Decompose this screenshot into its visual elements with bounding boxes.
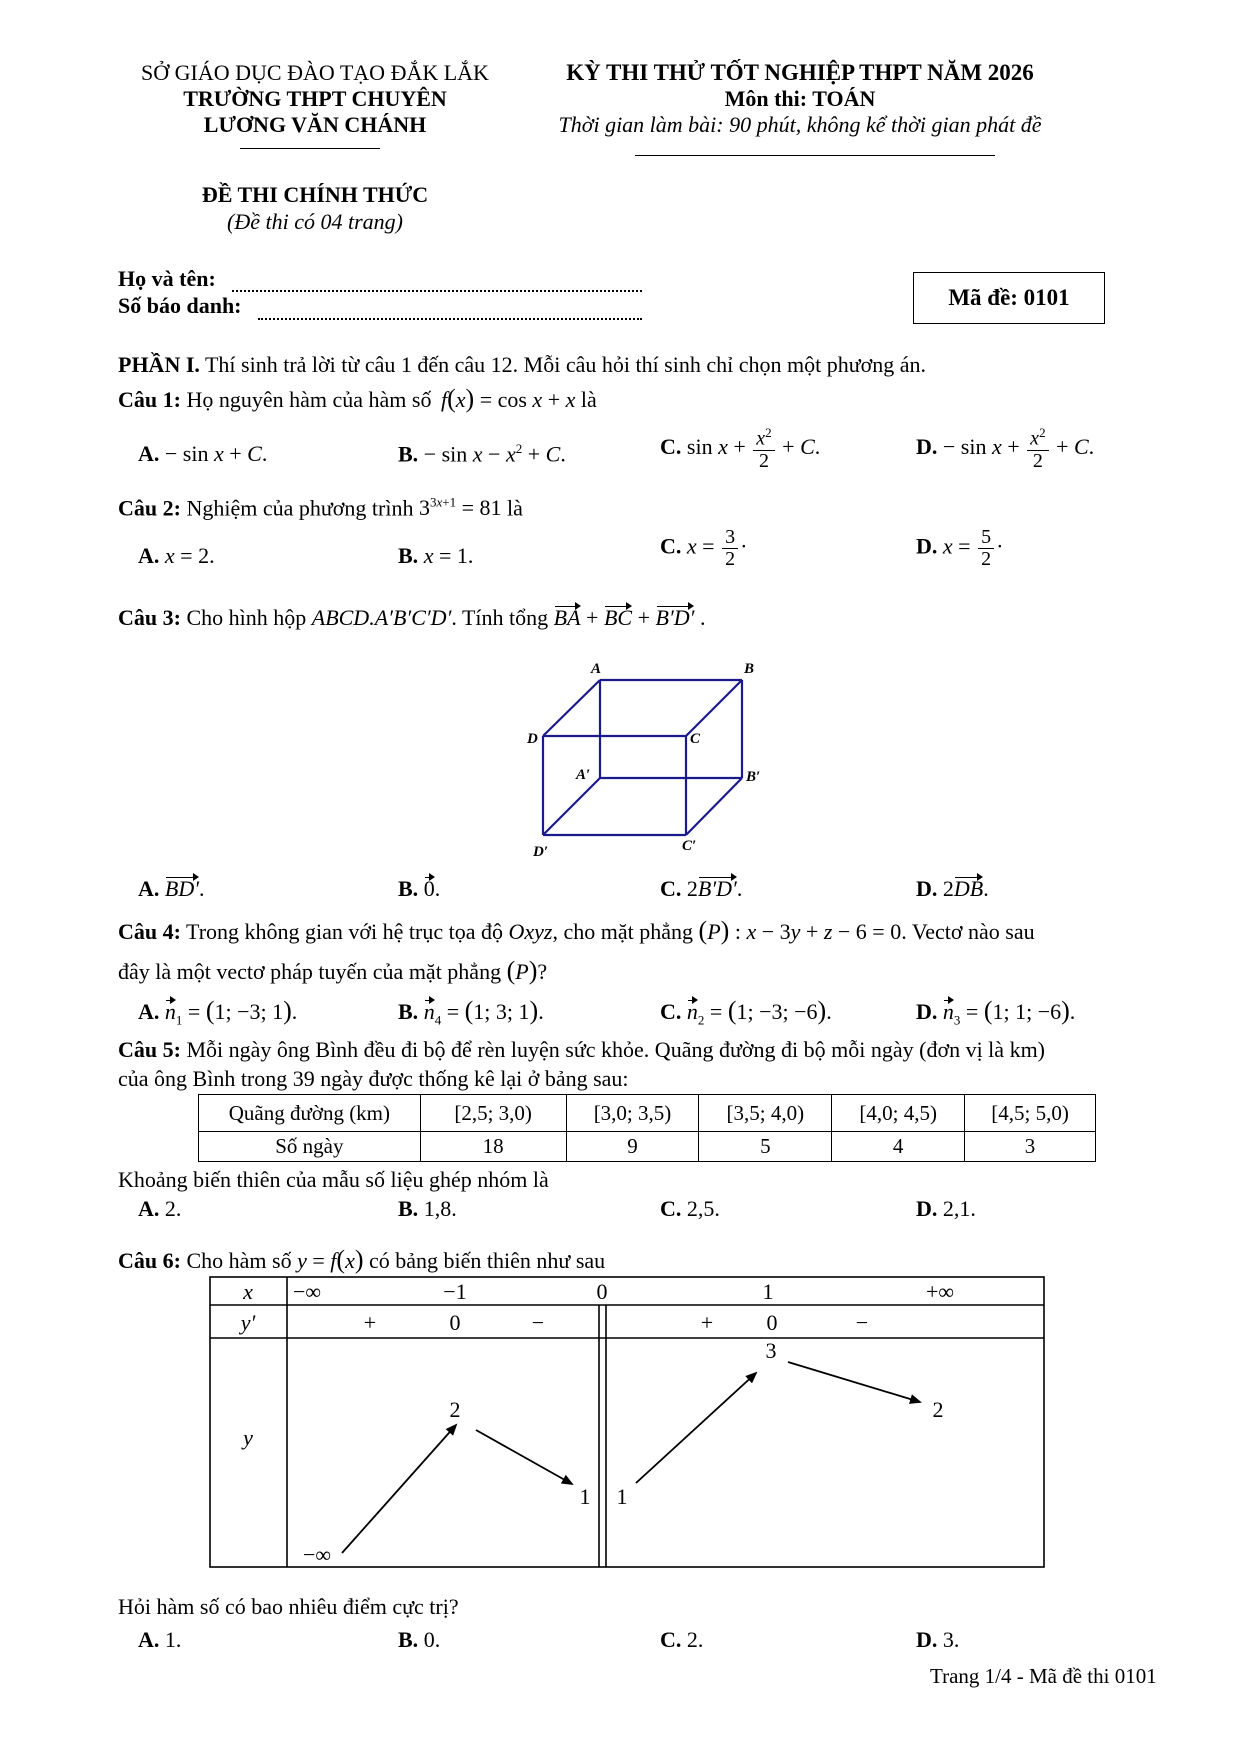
q1-formula: f [440, 387, 448, 412]
q2-option-a[interactable]: A. x = 2. [138, 543, 215, 568]
q2-tail: là [501, 495, 523, 521]
table-cell: 3 [965, 1132, 1096, 1162]
vt-y-value: 2 [449, 1397, 461, 1422]
vt-y-value: −∞ [302, 1542, 332, 1567]
q6-tail: có bảng biến thiên như sau [363, 1248, 606, 1273]
vt-sign: + [700, 1310, 714, 1335]
q3-option-c[interactable]: C. 2B′D′. [660, 876, 743, 901]
q1-label: Câu 1: [118, 387, 181, 412]
vt-arrow-down [788, 1362, 920, 1402]
part1-title: PHẦN I. [118, 352, 200, 377]
vertex-a1-label: A′ [576, 767, 591, 783]
page-count-note: (Đề thi có 04 trang) [227, 209, 403, 234]
part1-text: Thí sinh trả lời từ câu 1 đến câu 12. Mỗi câu hỏi thí sinh chỉ chọn một phương án. [199, 352, 927, 377]
question-5-line2: của ông Bình trong 39 ngày được thống kê lại ở bảng sau: [118, 1066, 629, 1091]
department-name: SỞ GIÁO DỤC ĐÀO TẠO ĐẮK LẮK [141, 60, 489, 85]
vt-sign: − [855, 1310, 869, 1335]
name-label: Họ và tên: [118, 266, 216, 291]
vt-x-value: −∞ [292, 1279, 322, 1304]
id-field[interactable] [258, 318, 642, 320]
question-1: Câu 1: Họ nguyên hàm của hàm số f(x) = cos x + x là [118, 384, 597, 413]
table-header-cell: [2,5; 3,0) [420, 1095, 566, 1132]
q4-option-d[interactable]: D. $n_3 = (1$; 1; −6). [916, 996, 1076, 1028]
vt-y-value: 1 [616, 1484, 628, 1509]
q5-option-c[interactable]: C. 2,5. [660, 1196, 720, 1221]
q6-option-d[interactable]: D. 3. [916, 1627, 960, 1652]
vertex-a-label: A [591, 661, 602, 677]
table-header-cell: [4,5; 5,0) [965, 1095, 1096, 1132]
question-4-line2: đây là một vectơ pháp tuyến của mặt phẳng (P)? [118, 956, 548, 985]
q4-text: Trong không gian với hệ trục tọa độ [180, 919, 509, 944]
vt-sign: − [531, 1310, 545, 1335]
q2-option-d[interactable]: D. x = $\frac{5}{2}$ · [916, 526, 1004, 570]
q1-option-b[interactable]: B. − $\sin x - x^2 + C$. [398, 441, 566, 467]
q3-option-a[interactable]: A. BD′. [138, 876, 205, 901]
frequency-table [198, 1094, 1096, 1162]
vt-x-label: x [243, 1279, 253, 1304]
table-cell: 4 [832, 1132, 965, 1162]
table-row [199, 1095, 1096, 1132]
q6-option-c[interactable]: C. 2. [660, 1627, 704, 1652]
q3-box-name: ABCD.A′B′C′D′ [311, 605, 452, 630]
q2-text: Nghiệm của phương trình [180, 495, 419, 521]
table-cell: 9 [566, 1132, 699, 1162]
vt-y-value: 2 [932, 1397, 944, 1422]
q1-option-a[interactable]: A. − sin x + C. [138, 441, 268, 466]
part1-instructions [118, 352, 926, 378]
q4-mid: cho mặt phẳng [558, 919, 699, 944]
vt-sign: 0 [766, 1310, 778, 1335]
q5-option-a[interactable]: A. 2. [138, 1196, 182, 1221]
q4-tail: Vectơ nào sau [906, 919, 1035, 944]
q1-tail: là [575, 387, 597, 412]
id-label: Số báo danh: [118, 293, 242, 318]
vt-x-value: −1 [443, 1279, 467, 1304]
q3-text: Cho hình hộp [180, 605, 312, 630]
q2-label: Câu 2: [118, 495, 181, 521]
vt-x-value: 1 [762, 1279, 774, 1304]
vt-sign: 0 [449, 1310, 461, 1335]
question-5 [118, 1037, 1045, 1063]
q6-label: Câu 6: [118, 1248, 181, 1273]
q3-label: Câu 3: [118, 605, 181, 630]
vertex-c-label: C [690, 731, 701, 747]
q2-option-c[interactable]: C. x = $\frac{3}{2}$ · [660, 526, 748, 570]
vt-y-value: 3 [765, 1338, 777, 1363]
vt-x-value: 0 [596, 1279, 608, 1304]
vt-sign: + [363, 1310, 377, 1335]
exam-code-box: Mã đề: 0101 [913, 272, 1105, 324]
q6-text: Cho hàm số [180, 1248, 298, 1273]
q3-option-d[interactable]: D. 2DB. [916, 876, 989, 901]
vt-x-value: +∞ [925, 1279, 955, 1304]
q3-option-b[interactable]: B. 0. [398, 876, 441, 901]
vt-arrow-down [476, 1430, 572, 1484]
question-4: Câu 4: Trong không gian với hệ trục tọa độ Oxyz, cho mặt phẳng (P) : x − 3y + z − 6 = 0. Vectơ nào sau [118, 916, 1035, 945]
subject: Môn thi: TOÁN [724, 86, 876, 111]
vertex-d-label: D [527, 731, 538, 747]
school-name-line2: LƯƠNG VĂN CHÁNH [203, 112, 427, 137]
vt-y-label: y [243, 1425, 253, 1450]
q5-label: Câu 5: [118, 1037, 181, 1062]
table-header-cell: [3,0; 3,5) [566, 1095, 699, 1132]
table-row-label: Số ngày [199, 1132, 421, 1162]
right-header-rule [635, 155, 995, 156]
name-field[interactable] [232, 290, 642, 292]
q5-after-text: Khoảng biến thiên của mẫu số liệu ghép nhóm là [118, 1167, 549, 1192]
exam-title: KỲ THI THỬ TỐT NGHIỆP THPT NĂM 2026 [566, 60, 1034, 85]
q4-option-c[interactable]: C. $n_2 = (1$; −3; −6). [660, 996, 832, 1028]
q1-option-c[interactable]: C. sin x + $\frac{x^2}{2}$ + C. [660, 425, 821, 472]
school-name-line1: TRƯỜNG THPT CHUYÊN [183, 86, 447, 111]
vertex-b-label: B [744, 661, 755, 677]
q4-option-a[interactable]: A. $n_1 = (1$; −3; 1). [138, 996, 298, 1028]
q5-text: Mỗi ngày ông Bình đều đi bộ để rèn luyện sức khỏe. Quãng đường đi bộ mỗi ngày (đơn vị là km) [180, 1037, 1046, 1062]
vertex-c1-label: C′ [682, 838, 697, 854]
q2-option-b[interactable]: B. x = 1. [398, 543, 474, 568]
vt-arrow-up [342, 1425, 456, 1553]
table-cell: 18 [420, 1132, 566, 1162]
table-row [199, 1132, 1096, 1162]
table-header-cell: [4,0; 4,5) [832, 1095, 965, 1132]
exam-duration: Thời gian làm bài: 90 phút, không kể thời gian phát đề [558, 112, 1042, 137]
q1-option-d[interactable]: D. − sin x + $\frac{x^2}{2}$ + C. [916, 425, 1095, 472]
vt-yp-label: y′ [240, 1310, 256, 1335]
q2-equation: $3^{3x+1} = 81$ [418, 495, 502, 521]
page-footer: Trang 1/4 - Mã đề thi 0101 [930, 1664, 1157, 1688]
q5-option-b[interactable]: B. 1,8. [398, 1196, 457, 1221]
official-exam-label: ĐỀ THI CHÍNH THỨC [201, 182, 429, 207]
table-header-cell: [3,5; 4,0) [699, 1095, 832, 1132]
q4-label: Câu 4: [118, 919, 181, 944]
q4-option-b[interactable]: B. $n_4 = (1$; 3; 1). [398, 996, 544, 1028]
table-header-cell: Quãng đường (km) [199, 1095, 421, 1132]
question-6: Câu 6: Cho hàm số y = f(x) có bảng biến thiên như sau [118, 1245, 606, 1274]
q4-line2: đây là một vectơ pháp tuyến của mặt phẳng [118, 959, 507, 984]
vertex-d1-label: D′ [533, 844, 549, 860]
vt-arrow-up [636, 1373, 756, 1483]
q3-mid: . Tính tổng [451, 605, 554, 630]
q6-option-b[interactable]: B. 0. [398, 1627, 441, 1652]
table-cell: 5 [699, 1132, 832, 1162]
q5-option-d[interactable]: D. 2,1. [916, 1196, 976, 1221]
question-2 [118, 495, 523, 521]
q6-option-a[interactable]: A. 1. [138, 1627, 182, 1652]
question-3: Câu 3: Cho hình hộp ABCD.A′B′C′D′. Tính tổng BA + BC + B′D′ . [118, 605, 706, 630]
vertex-b1-label: B′ [746, 769, 761, 785]
q1-text: Họ nguyên hàm của hàm số [180, 387, 437, 412]
q6-after-text: Hỏi hàm số có bao nhiêu điểm cực trị? [118, 1594, 459, 1619]
left-header-rule [240, 148, 380, 149]
vt-y-value: 1 [579, 1484, 591, 1509]
